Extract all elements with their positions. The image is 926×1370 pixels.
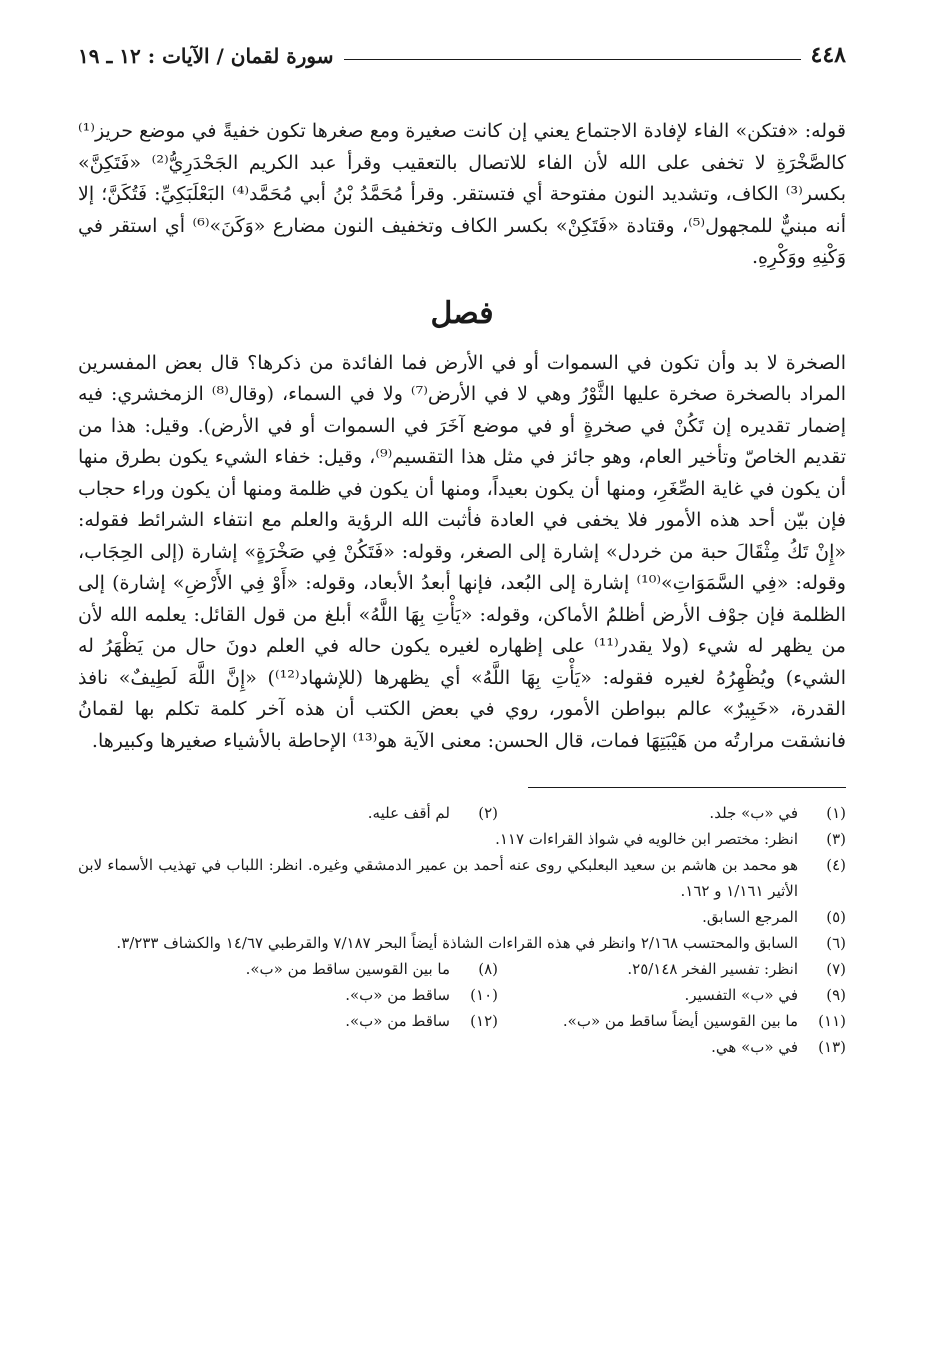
footnote-text: ما بين القوسين أيضاً ساقط من «ب». — [562, 1012, 798, 1030]
footnote-text: ساقط من «ب». — [345, 986, 450, 1004]
footnote-item — [78, 826, 846, 852]
footnote-text: في «ب» هي. — [711, 1038, 798, 1056]
footnote-text: انظر: تفسير الفخر ٢٥/١٤٨. — [627, 960, 798, 978]
running-title: سورة لقمان / الآيات : ١٢ ـ ١٩ — [78, 44, 334, 68]
main-paragraph: الصخرة لا بد وأن تكون في السموات أو في الأرض فما الفائدة من ذكرها؟ قال بعض المفسرين المراد بالصخرة صخرة عليها الثَّوْرُ وهي لا في الأرض⁽⁷⁾ ولا في السماء، (وقال⁽⁸⁾ الزمخشري: فيه إضمار تقديره إن تَكُنْ في صخرةٍ أو في موضع آخَرَ في السموات أو في الأرض). وقيل: هذا من تقديم الخاصّ وتأخير العام، وهو جائز في مثل هذا التقسيم⁽⁹⁾، وقيل: خفاء الشيء يكون بطرق منها أن يكون في غاية الصِّغَرِ، ومنها أن يكون بعيداً، ومنها أن يكون في ظلمة ومنها أن يكون وراء حجاب فإن بيّن أحد هذه الأمور فلا يخفى في العادة فأثبت الله الرؤية والعلم مع انتفاء الشرائط فقوله: «إِنْ تَكُ مِثْقَالَ حبة من خردل» إشارة إلى الصغر، وقوله: «فَتَكُنْ فِي صَخْرَةٍ» إشارة (إلى الحِجَاب، وقوله: «فِي السَّمَوَاتِ»⁽¹⁰⁾ إشارة إلى البُعد، فإنها أبعدُ الأبعاد، وقوله: «أَوْ فِي الأَرْضِ» إشارة) إلى الظلمة فإن جوْف الأرض أظلمُ الأماكن، وقوله: «يَأْتِ بِهَا اللَّهُ» أبلغ من قول القائل: يعلمه الله لأن من يظهر له شيء (ولا يقدر⁽¹¹⁾ على إظهاره لغيره يكون حاله في العلم دونَ حال من يَظْهَرُ له الشيء) ويُظْهِرُهُ لغيره فقوله: «يَأْتِ بِهَا اللَّهُ» أي يظهرها (للإشهاد⁽¹²⁾) «إِنَّ اللَّهَ لَطِيفٌ» نافذ القدرة، «خَبِيرٌ» عالم ببواطن الأمور، روي في بعض الكتب أن هذه آخر كلمة تكلم بها لقمانُ فانشقت مرارتُه من هَيْبَتِهَا فمات، قال الحسن: معنى الآية هو⁽¹³⁾ الإحاطة بالأشياء صغيرها وكبيرها. — [78, 351, 847, 752]
footnote-number: (٨) — [478, 960, 498, 978]
footnote-number: (٥) — [826, 908, 846, 926]
footnote-item — [78, 852, 846, 904]
footnote-text: هو محمد بن هاشم بن سعيد البعلبكي روى عنه أحمد بن عمير الدمشقي وغيره. انظر: اللباب في تهذيب الأسماء لابن الأثير ١/١٦١ و ١٦٢. — [78, 856, 798, 900]
footnote-text: في «ب» التفسير. — [684, 986, 798, 1004]
footnote-number: (٦) — [826, 934, 846, 952]
intro-paragraph: قوله: «فتكن» الفاء لإفادة الاجتماع يعني إن كانت صغيرة ومع صغرها تكون خفيةً في موضع حريز⁽¹⁾ كالصَّخْرَةِ لا تخفى على الله لأن الفاء للاتصال بالتعقيب وقرأ عبد الكريم الجَحْدَرِيُّ⁽²⁾ «فَتَكِنَّ» بكسر⁽³⁾ الكاف، وتشديد النون مفتوحة أي فتستقر. وقرأ مُحَمَّدُ بْنُ أبي مُحَمَّد⁽⁴⁾ البَعْلَبَكِيِّ: فَتُكَنَّ؛ إلا أنه مبنيٌّ للمجهول⁽⁵⁾، وقتادة «فَتَكِنْ» بكسر الكاف وتخفيف النون مضارع «وَكَنَ»⁽⁶⁾ أي استقر في وَكْنِهِ ووَكْرِهِ. — [78, 120, 846, 268]
footnote-item — [78, 930, 846, 956]
footnote-number: (٣) — [826, 830, 846, 848]
footnote-number: (١١) — [818, 1012, 846, 1030]
footnote-text: في «ب» جلد. — [709, 804, 798, 822]
footnote-text: انظر: مختصر ابن خالويه في شواذ القراءات ١١٧. — [495, 830, 798, 848]
footnote-divider — [528, 787, 846, 788]
footnote-number: (٢) — [478, 804, 498, 822]
footnote-text: السابق والمحتسب ٢/١٦٨ وانظر في هذه القراءات الشاذة أيضاً البحر ٧/١٨٧ والقرطبي ١٤/٦٧ والكشاف ٣/٢٣٣. — [116, 934, 798, 952]
footnote-number: (١٢) — [470, 1012, 498, 1030]
footnote-number: (٩) — [826, 986, 846, 1004]
footnote-number: (١٣) — [818, 1038, 846, 1056]
page-header — [78, 34, 846, 68]
footnotes — [78, 800, 846, 1060]
footnote-number: (١٠) — [470, 986, 498, 1004]
footnote-item — [78, 904, 846, 930]
footnote-number: (١) — [826, 804, 846, 822]
footnote-text: المرجع السابق. — [702, 908, 798, 926]
footnote-number: (٤) — [826, 856, 846, 874]
footnote-item — [78, 956, 846, 982]
footnote-number: (٧) — [826, 960, 846, 978]
footnote-text: لم أقف عليه. — [367, 804, 450, 822]
footnote-item — [78, 1008, 846, 1034]
footnote-text: ما بين القوسين ساقط من «ب». — [245, 960, 450, 978]
footnote-item — [78, 1034, 846, 1060]
footnote-item — [78, 800, 846, 826]
page-number: ٤٤٨ — [810, 42, 846, 68]
footnote-text: ساقط من «ب». — [345, 1012, 450, 1030]
header-rule — [344, 59, 801, 60]
section-heading: فصل — [430, 295, 494, 331]
footnote-item — [78, 982, 846, 1008]
